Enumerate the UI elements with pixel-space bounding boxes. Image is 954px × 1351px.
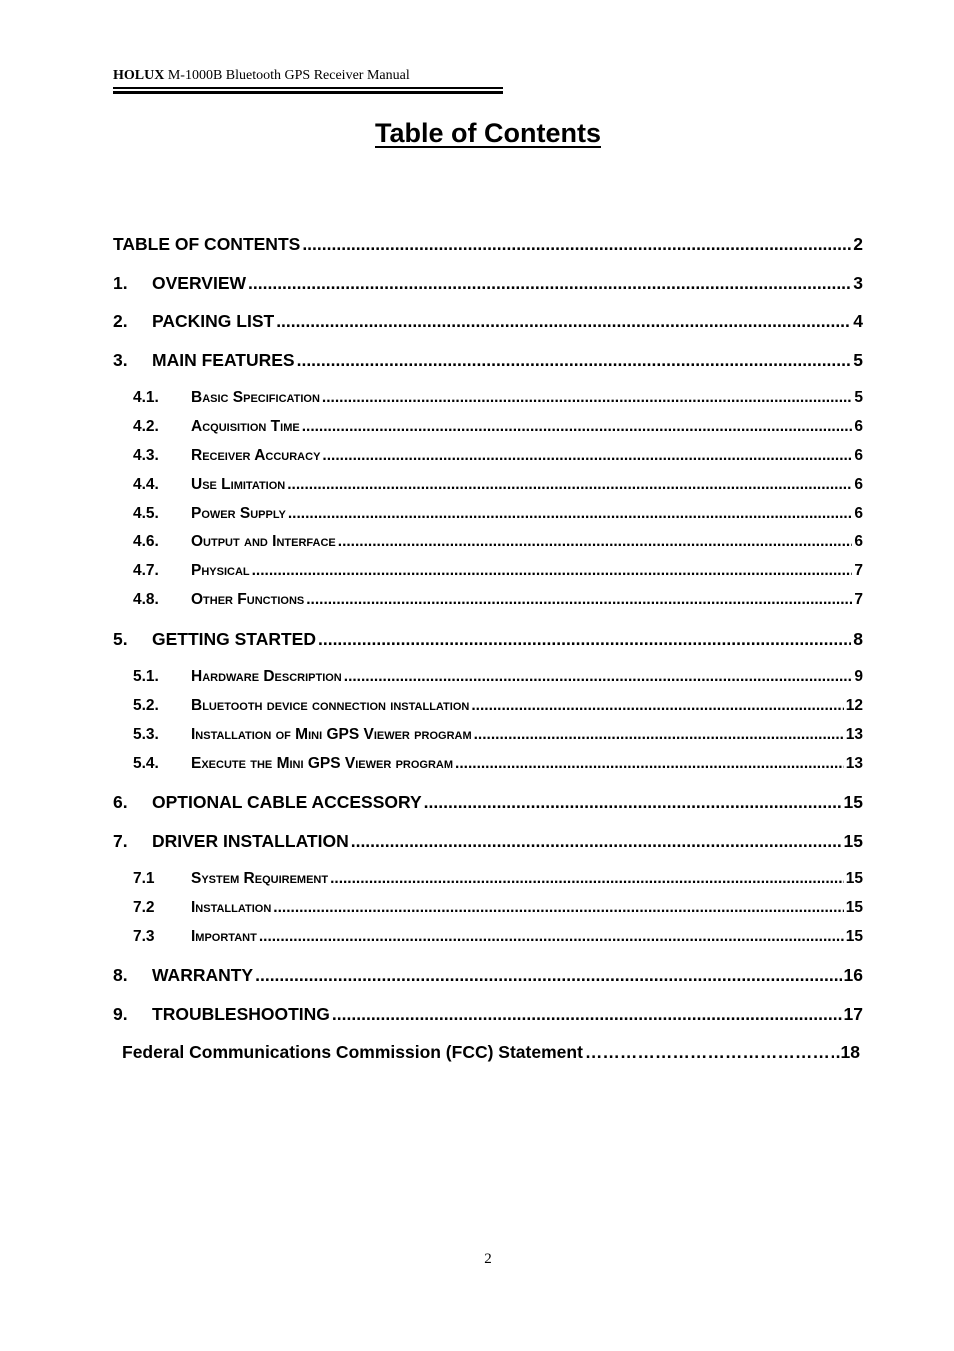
toc-entry-page: 12 <box>845 697 863 714</box>
toc-entry[interactable] <box>113 349 863 371</box>
toc-entry-number: 8. <box>113 965 128 985</box>
header-brand: HOLUX <box>113 68 165 83</box>
toc-entry-page: 4 <box>853 311 863 331</box>
toc-entry[interactable] <box>113 754 863 774</box>
toc-entry-label: Execute the Mini GPS Viewer program <box>191 755 454 772</box>
toc-entry-number: 4.1. <box>133 389 159 406</box>
toc-entry-page: 6 <box>854 447 863 464</box>
toc-entry-page: 17 <box>843 1004 863 1024</box>
toc-entry-page: 3 <box>853 273 863 293</box>
toc-leader-dots <box>330 869 844 889</box>
toc-entry-label: Bluetooth device connection installation <box>191 697 470 714</box>
toc-entry-page: 15 <box>843 792 863 812</box>
toc-entry-number: 4.7. <box>133 562 159 579</box>
toc-leader-dots <box>306 590 852 610</box>
toc-entry-label: GETTING STARTED <box>152 629 316 649</box>
toc-leader-dots <box>318 628 851 650</box>
toc-entry-number: 7. <box>113 831 128 851</box>
toc-leader-dots <box>471 696 843 716</box>
toc-entry-number: 6. <box>113 792 128 812</box>
toc-entry[interactable] <box>113 446 863 466</box>
toc-leader-dots <box>351 830 842 852</box>
toc-entry-label: Power Supply <box>191 505 286 522</box>
toc-entry-label: Federal Communications Commission (FCC) Statement <box>122 1042 583 1062</box>
toc-entry-page: 6 <box>854 533 863 550</box>
toc-entry-label: Physical <box>191 562 250 579</box>
toc-entry-label: Use Limitation <box>191 476 286 493</box>
toc-entry[interactable] <box>113 532 863 552</box>
toc-leader-dots <box>248 272 851 294</box>
toc-entry-label: TROUBLESHOOTING <box>152 1004 330 1024</box>
toc-entry-label: Other Functions <box>191 591 305 608</box>
toc-entry-label: Installation of Mini GPS Viewer program <box>191 726 472 743</box>
toc-entry-label: Receiver Accuracy <box>191 447 321 464</box>
toc-entry-page: 15 <box>843 831 863 851</box>
toc-entry-number: 4.3. <box>133 447 159 464</box>
toc-entry-number: 4.2. <box>133 418 159 435</box>
toc-entry[interactable] <box>113 590 863 610</box>
page-number: 2 <box>484 1251 492 1267</box>
toc-entry-number: 4.6. <box>133 533 159 550</box>
toc-entry-label: WARRANTY <box>152 965 254 985</box>
toc-entry-page: 7 <box>854 562 863 579</box>
toc-entry-label: Important <box>191 928 257 945</box>
toc-entry-page: 6 <box>854 418 863 435</box>
toc-entry-number: 5.1. <box>133 668 159 685</box>
toc-leader-dots <box>424 791 842 813</box>
toc-leader-dots <box>322 446 852 466</box>
toc-entry[interactable] <box>113 417 863 437</box>
toc-leader-dots <box>332 1003 842 1025</box>
toc-leader-dots <box>288 504 853 524</box>
toc-entry[interactable] <box>113 504 863 524</box>
toc-entry-number: 7.2 <box>133 899 155 916</box>
toc-entry[interactable] <box>113 869 863 889</box>
toc-entry-page: 6 <box>854 476 863 493</box>
toc-leader-dots <box>297 349 852 371</box>
toc-entry-number: 7.1 <box>133 870 155 887</box>
toc-entry-number: 3. <box>113 350 128 370</box>
toc-leader-dots <box>255 964 841 986</box>
toc-entry-number: 5.2. <box>133 697 159 714</box>
toc-entry-label: Output and Interface <box>191 533 336 550</box>
toc-entry[interactable] <box>113 964 863 986</box>
toc-leader-dots <box>276 310 851 332</box>
toc-entry-number: 5.4. <box>133 755 159 772</box>
toc-entry[interactable] <box>113 667 863 687</box>
toc-entry-page: 15 <box>845 928 863 945</box>
toc-entry-page: 13 <box>845 726 863 743</box>
header-title: M-1000B Bluetooth GPS Receiver Manual <box>164 68 410 83</box>
toc-entry-label: OVERVIEW <box>152 273 247 293</box>
toc-entry-page: 9 <box>854 668 863 685</box>
toc-entry-label: Installation <box>191 899 272 916</box>
toc-leader-dots <box>302 233 851 255</box>
toc-entry[interactable] <box>113 272 863 294</box>
toc-entry[interactable] <box>113 830 863 852</box>
toc-entry-label: DRIVER INSTALLATION <box>152 831 349 851</box>
toc-entry-number: 9. <box>113 1004 128 1024</box>
toc-leader-dots <box>455 754 844 774</box>
toc-entry-page: 5 <box>853 350 863 370</box>
toc-entry[interactable] <box>113 561 863 581</box>
toc-entry-label: Acquisition Time <box>191 418 300 435</box>
toc-entry-label: OPTIONAL CABLE ACCESSORY <box>152 792 422 812</box>
toc-entry[interactable] <box>113 927 863 947</box>
toc-leader-dots <box>344 667 853 687</box>
toc-entry[interactable] <box>113 791 863 813</box>
toc-leader-dots <box>302 417 853 437</box>
toc-entry[interactable] <box>122 1041 860 1063</box>
toc-entry[interactable] <box>113 388 863 408</box>
toc-entry-number: 4.4. <box>133 476 159 493</box>
toc-entry-page: 13 <box>845 755 863 772</box>
toc-leader-dots <box>338 532 853 552</box>
toc-entry-number: 7.3 <box>133 928 155 945</box>
toc-entry-page: 16 <box>843 965 863 985</box>
toc-entry-page: 6 <box>854 505 863 522</box>
toc-entry-label: PACKING LIST <box>152 311 275 331</box>
toc-entry-label: Hardware Description <box>191 668 342 685</box>
toc-entry[interactable] <box>113 696 863 716</box>
toc-entry-number: 5.3. <box>133 726 159 743</box>
toc-entry-page: 2 <box>853 234 863 254</box>
toc-entry-number: 4.8. <box>133 591 159 608</box>
toc-entry-page: 5 <box>854 389 863 406</box>
toc-entry[interactable] <box>113 725 863 745</box>
toc-leader-dots <box>252 561 853 581</box>
toc-entry-label: Basic Specification <box>191 389 320 406</box>
page-title-text: Table of Contents <box>375 118 601 148</box>
toc-entry-number: 2. <box>113 311 128 331</box>
toc-entry[interactable] <box>113 233 863 255</box>
toc-entry-label: MAIN FEATURES <box>152 350 295 370</box>
toc-leader-dots <box>585 1041 834 1063</box>
toc-entry[interactable] <box>113 898 863 918</box>
toc-entry[interactable] <box>113 475 863 495</box>
toc-entry-page: .18 <box>835 1042 860 1062</box>
toc-entry-page: 15 <box>845 870 863 887</box>
toc-leader-dots <box>474 725 844 745</box>
toc-entry-page: 7 <box>854 591 863 608</box>
toc-leader-dots <box>259 927 844 947</box>
toc-leader-dots <box>287 475 852 495</box>
toc-entry-page: 15 <box>845 899 863 916</box>
toc-leader-dots <box>273 898 843 918</box>
toc-leader-dots <box>322 388 852 408</box>
toc-entry[interactable] <box>113 628 863 650</box>
toc-entry[interactable] <box>113 310 863 332</box>
toc-entry[interactable] <box>113 1003 863 1025</box>
toc-entry-label: System Requirement <box>191 870 329 887</box>
toc-entry-number: 4.5. <box>133 505 159 522</box>
toc-entry-number: 1. <box>113 273 128 293</box>
toc-entry-number: 5. <box>113 629 128 649</box>
toc-entry-page: 8 <box>853 629 863 649</box>
toc-entry-label: TABLE OF CONTENTS <box>113 234 301 254</box>
